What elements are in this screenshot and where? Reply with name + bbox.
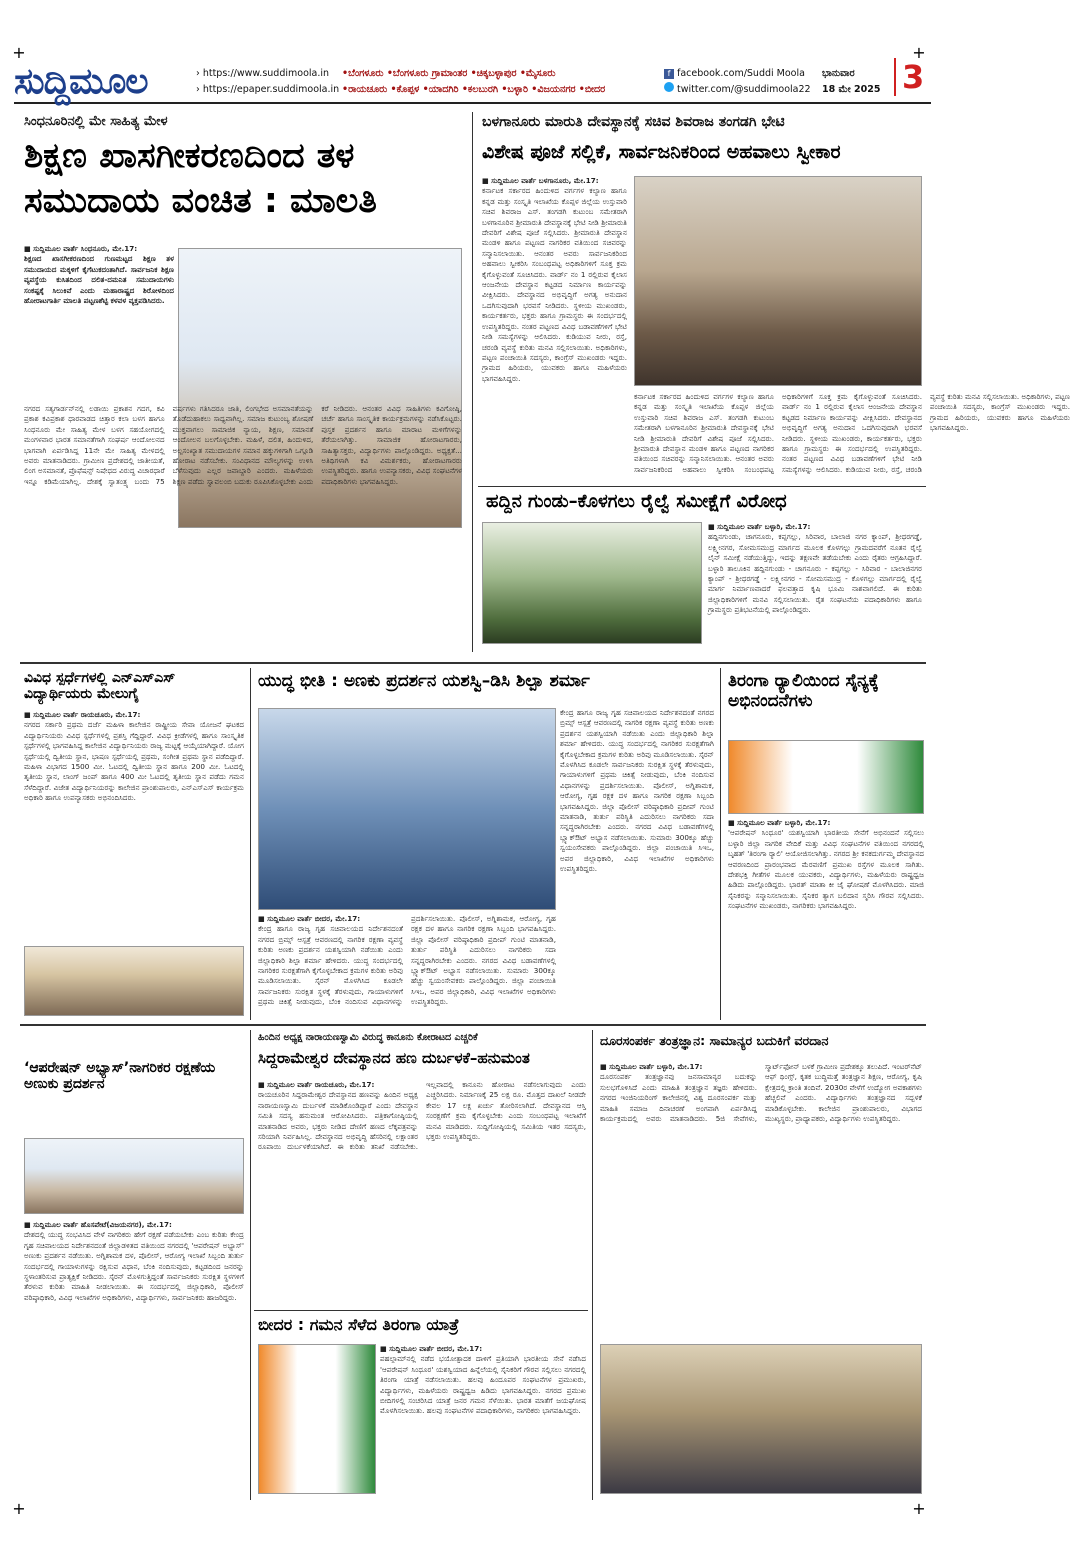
section-divider [478, 486, 926, 487]
rally-photo [728, 740, 924, 814]
column-divider [250, 668, 251, 1020]
facebook-icon: f [664, 69, 674, 79]
article-headline: ಯುದ್ಧ ಭೀತಿ : ಅಣಕು ಪ್ರದರ್ಶನ ಯಶಸ್ವಿ–ಡಿಸಿ ಶಿಲ್ಪಾ ಶರ್ಮಾ [258, 671, 590, 691]
article-body-right: ಕೇಂದ್ರ ಹಾಗೂ ರಾಜ್ಯ ಗೃಹ ಸಚಿವಾಲಯದ ನಿರ್ದೇಶನದಂತೆ ನಗರದ ಬ್ರಿಮ್ಸ್ ಆಸ್ಪತ್ರೆ ಆವರಣದಲ್ಲಿ ನಾಗರಿಕ ರಕ್ಷಣಾ ವ್ಯವಸ್ಥೆ ಕುರಿತು ಅಣಕು ಪ್ರದರ್ಶನ ಯಶಸ್ವಿಯಾಗಿ ನಡೆಯಿತು ಎಂದು ಜಿಲ್ಲಾಧಿಕಾರಿ ಶಿಲ್ಪಾ ಶರ್ಮಾ ಹೇಳಿದರು. ಯುದ್ಧ ಸಂದರ್ಭದಲ್ಲಿ ನಾಗರಿಕರ ಸುರಕ್ಷತೆಗಾಗಿ ಕೈಗೊಳ್ಳಬೇಕಾದ ಕ್ರಮಗಳ ಕುರಿತು ಅರಿವು ಮೂಡಿಸಲಾಯಿತು. ಸೈರನ್ ಮೊಳಗಿಸಿದ ಕೂಡಲೇ ಸಾರ್ವಜನಿಕರು ಸುರಕ್ಷಿತ ಸ್ಥಳಕ್ಕೆ ತೆರಳುವುದು, ಗಾಯಾಳುಗಳಿಗೆ ಪ್ರಥಮ ಚಿಕಿತ್ಸೆ ನೀಡುವುದು, ಬೆಂಕಿ ನಂದಿಸುವ ವಿಧಾನಗಳನ್ನು ಪ್ರದರ್ಶಿಸಲಾಯಿತು. ಪೊಲೀಸ್, ಅಗ್ನಿಶಾಮಕ, ಆರೋಗ್ಯ, ಗೃಹ ರಕ್ಷಕ ದಳ ಹಾಗೂ ನಾಗರಿಕ ರಕ್ಷಣಾ ಸಿಬ್ಬಂದಿ ಭಾಗವಹಿಸಿದ್ದರು. ಜಿಲ್ಲಾ ಪೊಲೀಸ್ ವರಿಷ್ಠಾಧಿಕಾರಿ ಪ್ರದೀಪ್ ಗುಂಟಿ ಮಾತನಾಡಿ, ತುರ್ತು ಪರಿಸ್ಥಿತಿ ಎದುರಿಸಲು ನಾಗರಿಕರು ಸದಾ ಸನ್ನದ್ಧರಾಗಿರಬೇಕು ಎಂದರು. ನಗರದ ವಿವಿಧ ಬಡಾವಣೆಗಳಲ್ಲಿ ಬ್ಲ್ಯಾಕ್‌ಔಟ್ ಅಭ್ಯಾಸ ನಡೆಸಲಾಯಿತು. ಸುಮಾರು 300ಕ್ಕೂ ಹೆಚ್ಚು ಸ್ವಯಂಸೇವಕರು ಪಾಲ್ಗೊಂಡಿದ್ದರು. ಜಿಲ್ಲಾ ಪಂಚಾಯಿತಿ ಸಿಇಒ, ಅಪರ ಜಿಲ್ಲಾಧಿಕಾರಿ, ವಿವಿಧ ಇಲಾಖೆಗಳ ಅಧಿಕಾರಿಗಳು ಉಪಸ್ಥಿತರಿದ್ದರು. [560, 708, 714, 874]
crop-mark-icon: + [12, 43, 26, 62]
nss-photo [24, 946, 244, 1016]
article-kicker: ಹಿಂದಿನ ಅಧ್ಯಕ್ಷ ನಾರಾಯಣಸ್ವಾಮಿ ವಿರುದ್ಧ ಕಾನೂನು ಕೋರಾಟದ ಎಚ್ಚರಿಕೆ [258, 1032, 478, 1043]
masthead [14, 58, 931, 104]
article-lead: ■ ಸುದ್ದಿಮೂಲ ವಾರ್ತೆ ಸಿಂಧನೂರು, ಮೇ.17: ಶಿಕ್ಷಣದ ಖಾಸಗೀಕರಣದಿಂದ ಗುಣಮಟ್ಟದ ಶಿಕ್ಷಣ ತಳ ಸಮುದಾಯದ ಮಕ್ಕಳಿಗೆ ಕೈಗೆಟುಕದಂತಾಗಿದೆ. ಸಾರ್ವಜನಿಕ ಶಿಕ್ಷಣ ವ್ಯವಸ್ಥೆಯ ಕುಸಿತದಿಂದ ದಲಿತ-ದಮನಿತ ಸಮುದಾಯಗಳು ಸಂಕಷ್ಟಕ್ಕೆ ಸಿಲುಕಿವೆ ಎಂದು ಮಹಾರಾಷ್ಟ್ರದ ಶಿರೋಳದಿಂದ ಹೋರಾಟಗಾರ್ತಿ ಮಾಲತಿ ಪಟ್ಟಣಶೆಟ್ಟಿ ಕಳವಳ ವ್ಯಕ್ತಪಡಿಸಿದರು. [24, 244, 174, 306]
mock-drill-photo [258, 708, 556, 910]
article-headline: ‘ಆಪರೇಷನ್ ಅಭ್ಯಾಸ್’ನಾಗರಿಕರ ರಕ್ಷಣೆಯ ಅಣುಕು ಪ್ರದರ್ಶನ [24, 1060, 216, 1093]
newspaper-logo: ಸುದ್ದಿಮೂಲ [14, 60, 148, 102]
article-body: ■ ಸುದ್ದಿಮೂಲ ವಾರ್ತೆ ಹೊಸಪೇಟೆ(ವಿಜಯನಗರ), ಮೇ.17: ದೇಶದಲ್ಲಿ ಯುದ್ಧ ಸಂಭವಿಸಿದ ವೇಳೆ ನಾಗರಿಕರು ಹೇಗೆ ರಕ್ಷಣೆ ಪಡೆಯಬೇಕು ಎಂಬ ಕುರಿತು ಕೇಂದ್ರ ಗೃಹ ಸಚಿವಾಲಯದ ನಿರ್ದೇಶನದಂತೆ ಜಿಲ್ಲಾಡಳಿತದ ವತಿಯಿಂದ ನಗರದಲ್ಲಿ 'ಆಪರೇಷನ್ ಅಭ್ಯಾಸ್' ಅಣುಕು ಪ್ರದರ್ಶನ ನಡೆಯಿತು. ಅಗ್ನಿಶಾಮಕ ದಳ, ಪೊಲೀಸ್, ಆರೋಗ್ಯ ಇಲಾಖೆ ಸಿಬ್ಬಂದಿ ತುರ್ತು ಸಂದರ್ಭದಲ್ಲಿ ಗಾಯಾಳುಗಳನ್ನು ರಕ್ಷಿಸುವ ವಿಧಾನ, ಬೆಂಕಿ ನಂದಿಸುವುದು, ಕಟ್ಟಡದಿಂದ ಜನರನ್ನು ಸ್ಥಳಾಂತರಿಸುವ ಪ್ರಾತ್ಯಕ್ಷಿಕೆ ನೀಡಿದರು. ಸೈರನ್ ಮೊಳಗುತ್ತಿದ್ದಂತೆ ಸಾರ್ವಜನಿಕರು ಸುರಕ್ಷಿತ ಸ್ಥಳಗಳಿಗೆ ತೆರಳುವ ಕುರಿತು ಮಾಹಿತಿ ನೀಡಲಾಯಿತು. ಈ ಸಂದರ್ಭದಲ್ಲಿ ಜಿಲ್ಲಾಧಿಕಾರಿ, ಪೊಲೀಸ್ ವರಿಷ್ಠಾಧಿಕಾರಿ, ವಿವಿಧ ಇಲಾಖೆಗಳ ಅಧಿಕಾರಿಗಳು, ವಿದ್ಯಾರ್ಥಿಗಳು, ಸಾರ್ವಜನಿಕರು ಹಾಜರಿದ್ದರು. [24, 1220, 244, 1302]
article-headline: ದೂರಸಂಪರ್ಕ ತಂತ್ರಜ್ಞಾನ: ಸಾಮಾನ್ಯರ ಬದುಕಿಗೆ ವರದಾನ [600, 1033, 829, 1048]
crop-mark-icon: + [912, 43, 926, 62]
minister-photo [634, 176, 922, 386]
article-headline: ಬೀದರ : ಗಮನ ಸೆಳೆದ ತಿರಂಗಾ ಯಾತ್ರೆ [258, 1315, 459, 1334]
column-divider [720, 668, 721, 1020]
article-body: ■ ಸುದ್ದಿಮೂಲ ವಾರ್ತೆ ಬಳ್ಳಾರಿ, ಮೇ.17: ಹದ್ದಿನಗುಂಡು, ಚಾಗನೂರು, ಕಪ್ಪಗಲ್ಲು, ಸಿರಿವಾರ, ಬಾಲಾಜಿ ನಗರ ಕ್ಯಾಂಪ್, ಶ್ರೀಧರಗಡ್ಡೆ, ಲಕ್ಷ್ಮೀನಗರ, ಸೋಮಸಮುದ್ರ ಮಾರ್ಗದ ಮೂಲಕ ಕೊಳಗಲ್ಲು ಗ್ರಾಮದವರೆಗೆ ನೂತನ ರೈಲ್ವೆ ಲೈನ್ ಸಮೀಕ್ಷೆ ನಡೆಯುತ್ತಿದ್ದು, ಇದನ್ನು ತಕ್ಷಣವೇ ತಡೆಯಬೇಕು ಎಂದು ರೈತರು ಆಗ್ರಹಿಸಿದ್ದಾರೆ. ಬಳ್ಳಾರಿ ತಾಲೂಕಿನ ಹದ್ದಿನಗುಂಡು - ಚಾಗನೂರು - ಕಪ್ಪಗಲ್ಲು - ಸಿರಿವಾರ - ಬಾಲಾಜಿನಗರ ಕ್ಯಾಂಪ್ - ಶ್ರೀಧರಗಡ್ಡೆ - ಲಕ್ಷ್ಮೀನಗರ - ಸೋಮಸಮುದ್ರ - ಕೊಳಗಲ್ಲು ಮಾರ್ಗದಲ್ಲಿ ರೈಲ್ವೆ ಮಾರ್ಗ ನಿರ್ಮಾಣವಾದರೆ ಫಲವತ್ತಾದ ಕೃಷಿ ಭೂಮಿ ನಾಶವಾಗಲಿದೆ. ಈ ಕುರಿತು ಜಿಲ್ಲಾಧಿಕಾರಿಗಳಿಗೆ ಮನವಿ ಸಲ್ಲಿಸಲಾಯಿತು. ರೈತ ಸಂಘಟನೆಯ ಪದಾಧಿಕಾರಿಗಳು ಹಾಗೂ ಗ್ರಾಮಸ್ಥರು ಪ್ರತಿಭಟನೆಯಲ್ಲಿ ಪಾಲ್ಗೊಂಡಿದ್ದರು. [708, 522, 922, 615]
article-body: ■ ಸುದ್ದಿಮೂಲ ವಾರ್ತೆ ಬಳಗಾನೂರು, ಮೇ.17: ಕರ್ನಾಟಕ ಸರ್ಕಾರದ ಹಿಂದುಳಿದ ವರ್ಗಗಳ ಕಲ್ಯಾಣ ಹಾಗೂ ಕನ್ನಡ ಮತ್ತು ಸಂಸ್ಕೃತಿ ಇಲಾಖೆಯ ಕೊಪ್ಪಳ ಜಿಲ್ಲೆಯ ಉಸ್ತುವಾರಿ ಸಚಿವ ಶಿವರಾಜ ಎಸ್. ತಂಗಡಗಿ ಕುಟುಂಬ ಸಮೇತರಾಗಿ ಬಳಗಾನೂರಿನ ಶ್ರೀಮಾರುತಿ ದೇವಸ್ಥಾನಕ್ಕೆ ಭೇಟಿ ನೀಡಿ ಶ್ರೀಮಾರುತಿ ದೇವರಿಗೆ ವಿಶೇಷ ಪೂಜೆ ಸಲ್ಲಿಸಿದರು. ಶ್ರೀಮಾರುತಿ ದೇವಸ್ಥಾನ ಮಂಡಳಿ ಹಾಗೂ ಪಟ್ಟಣದ ನಾಗರಿಕರ ವತಿಯಿಂದ ಸಚಿವರನ್ನು ಸನ್ಮಾನಿಸಲಾಯಿತು. ಆನಂತರ ಅವರು ಸಾರ್ವಜನಿಕರಿಂದ ಅಹವಾಲು ಸ್ವೀಕರಿಸಿ ಸಂಬಂಧಪಟ್ಟ ಅಧಿಕಾರಿಗಳಿಗೆ ಸೂಕ್ತ ಕ್ರಮ ಕೈಗೊಳ್ಳುವಂತೆ ಸೂಚಿಸಿದರು. ವಾರ್ಡ್ ನಂ 1 ರಲ್ಲಿರುವ ಕೈಲಾಸ ಆಂಜನೇಯ ದೇವಸ್ಥಾನ ಕಟ್ಟಡದ ನಿರ್ಮಾಣ ಕಾರ್ಯವನ್ನು ವೀಕ್ಷಿಸಿದರು. ದೇವಸ್ಥಾನದ ಅಭಿವೃದ್ಧಿಗೆ ಅಗತ್ಯ ಅನುದಾನ ಒದಗಿಸುವುದಾಗಿ ಭರವಸೆ ನೀಡಿದರು. ಸ್ಥಳೀಯ ಮುಖಂಡರು, ಕಾರ್ಯಕರ್ತರು, ಭಕ್ತರು ಹಾಗೂ ಗ್ರಾಮಸ್ಥರು ಈ ಸಂದರ್ಭದಲ್ಲಿ ಉಪಸ್ಥಿತರಿದ್ದರು. ನಂತರ ಪಟ್ಟಣದ ವಿವಿಧ ಬಡಾವಣೆಗಳಿಗೆ ಭೇಟಿ ನೀಡಿ ಸಮಸ್ಯೆಗಳನ್ನು ಆಲಿಸಿದರು. ಕುಡಿಯುವ ನೀರು, ರಸ್ತೆ, ಚರಂಡಿ ವ್ಯವಸ್ಥೆ ಕುರಿತು ಮನವಿ ಸಲ್ಲಿಸಲಾಯಿತು. ಅಧಿಕಾರಿಗಳು, ಪಟ್ಟಣ ಪಂಚಾಯಿತಿ ಸದಸ್ಯರು, ಕಾಂಗ್ರೆಸ್ ಮುಖಂಡರು ಇದ್ದರು. ಗ್ರಾಮದ ಹಿರಿಯರು, ಯುವಕರು ಹಾಗೂ ಮಹಿಳೆಯರು ಭಾಗವಹಿಸಿದ್ದರು. [482, 176, 627, 383]
article-tiranga-rally [724, 668, 926, 1020]
column-divider [472, 112, 473, 652]
article-may-sahitya-mela [20, 112, 466, 652]
column-divider [250, 1030, 251, 1500]
article-kicker: ಬಳಗಾನೂರು ಮಾರುತಿ ದೇವಸ್ಥಾನಕ್ಕೆ ಸಚಿವ ಶಿವರಾಜ ತಂಗಡಗಿ ಭೇಟಿ [482, 114, 785, 130]
crop-mark-icon: + [912, 1499, 926, 1518]
article-telecom-technology [596, 1030, 926, 1500]
crop-mark-icon: + [12, 1499, 26, 1518]
article-kicker: ಸಿಂಧನೂರಿನಲ್ಲಿ ಮೇ ಸಾಹಿತ್ಯ ಮೇಳ [24, 114, 168, 129]
article-operation-abhyas [20, 1058, 246, 1498]
protest-photo [482, 522, 702, 644]
article-headline: ಸಿದ್ದರಾಮೇಶ್ವರ ದೇವಸ್ಥಾನದ ಹಣ ದುರ್ಬಳಕೆ–ಹನುಮಂತ [258, 1049, 530, 1067]
article-minister-visit [478, 112, 1070, 484]
section-divider [20, 662, 926, 664]
article-headline: ವಿವಿಧ ಸ್ಪರ್ಧೆಗಳಲ್ಲಿ ಎನ್‌ಎಸ್‌ಎಸ್ ವಿದ್ಯಾರ್ಥಿಯರು ಮೇಲುಗೈ [24, 670, 176, 703]
page-number: 3 [894, 58, 924, 96]
article-temple-funds [254, 1030, 588, 1306]
masthead-links [196, 66, 339, 98]
article-body: ■ ಸುದ್ದಿಮೂಲ ವಾರ್ತೆ ರಾಯಚೂರು, ಮೇ.17: ರಾಯಚೂರಿನ ಸಿದ್ದರಾಮೇಶ್ವರ ದೇವಸ್ಥಾನದ ಹಣವನ್ನು ಹಿಂದಿನ ಅಧ್ಯಕ್ಷ ನಾರಾಯಣಸ್ವಾಮಿ ದುರ್ಬಳಕೆ ಮಾಡಿಕೊಂಡಿದ್ದಾರೆ ಎಂದು ದೇವಸ್ಥಾನ ಸಮಿತಿ ಸದಸ್ಯ ಹನುಮಂತ ಆರೋಪಿಸಿದರು. ಪತ್ರಿಕಾಗೋಷ್ಠಿಯಲ್ಲಿ ಮಾತನಾಡಿದ ಅವರು, ಭಕ್ತರು ನೀಡಿದ ದೇಣಿಗೆ ಹಣದ ಲೆಕ್ಕಪತ್ರವನ್ನು ಸರಿಯಾಗಿ ನಿರ್ವಹಿಸಿಲ್ಲ. ದೇವಸ್ಥಾನದ ಅಭಿವೃದ್ಧಿ ಹೆಸರಿನಲ್ಲಿ ಲಕ್ಷಾಂತರ ರೂಪಾಯಿ ದುರ್ಬಳಕೆಯಾಗಿದೆ. ಈ ಕುರಿತು ತನಿಖೆ ನಡೆಸಬೇಕು. ಇಲ್ಲವಾದಲ್ಲಿ ಕಾನೂನು ಹೋರಾಟ ನಡೆಸಲಾಗುವುದು ಎಂದು ಎಚ್ಚರಿಸಿದರು. ನಿರ್ಮಾಣಕ್ಕೆ 25 ಲಕ್ಷ ರೂ. ಮೊತ್ತದ ದಾಖಲೆ ನೀಡದೇ ಕೇವಲ 17 ಲಕ್ಷ ಖರ್ಚು ತೋರಿಸಲಾಗಿದೆ. ದೇವಸ್ಥಾನದ ಆಸ್ತಿ ಸಂರಕ್ಷಣೆಗೆ ಕ್ರಮ ಕೈಗೊಳ್ಳಬೇಕು ಎಂದು ಸಂಬಂಧಪಟ್ಟ ಇಲಾಖೆಗೆ ಮನವಿ ಮಾಡಿದರು. ಸುದ್ದಿಗೋಷ್ಠಿಯಲ್ಲಿ ಸಮಿತಿಯ ಇತರ ಸದಸ್ಯರು, ಭಕ್ತರು ಉಪಸ್ಥಿತರಿದ್ದರು. [258, 1080, 586, 1152]
section-divider [254, 1310, 588, 1311]
edition-cities [342, 66, 605, 98]
cities-row-2: •ರಾಯಚೂರು •ಕೊಪ್ಪಳ •ಯಾದಗಿರಿ •ಕಲಬುರಗಿ •ಬಳ್ಳಾರಿ •ವಿಜಯನಗರ •ಬೀದರ [342, 84, 606, 95]
article-body: ■ ಸುದ್ದಿಮೂಲ ವಾರ್ತೆ ಬಳ್ಳಾರಿ, ಮೇ.17: ದೂರಸಂಪರ್ಕ ತಂತ್ರಜ್ಞಾನವು ಜನಸಾಮಾನ್ಯರ ಬದುಕನ್ನು ಸುಲಭಗೊಳಿಸಿದೆ ಎಂದು ಮಾಹಿತಿ ತಂತ್ರಜ್ಞಾನ ತಜ್ಞರು ಹೇಳಿದರು. ನಗರದ ಇಂಜಿನಿಯರಿಂಗ್ ಕಾಲೇಜಿನಲ್ಲಿ ವಿಶ್ವ ದೂರಸಂಪರ್ಕ ಮತ್ತು ಮಾಹಿತಿ ಸಮಾಜ ದಿನಾಚರಣೆ ಅಂಗವಾಗಿ ಏರ್ಪಡಿಸಿದ್ದ ಕಾರ್ಯಕ್ರಮದಲ್ಲಿ ಅವರು ಮಾತನಾಡಿದರು. 5ಜಿ ಸೇವೆಗಳು, ಸ್ಮಾರ್ಟ್‌ಫೋನ್ ಬಳಕೆ ಗ್ರಾಮೀಣ ಪ್ರದೇಶಕ್ಕೂ ತಲುಪಿದೆ. ಇಂಟರ್‌ನೆಟ್ ಆಫ್ ಥಿಂಗ್ಸ್, ಕೃತಕ ಬುದ್ಧಿಮತ್ತೆ ತಂತ್ರಜ್ಞಾನ ಶಿಕ್ಷಣ, ಆರೋಗ್ಯ, ಕೃಷಿ ಕ್ಷೇತ್ರದಲ್ಲಿ ಕ್ರಾಂತಿ ತಂದಿವೆ. 2030ರ ವೇಳೆಗೆ ಉದ್ಯೋಗ ಅವಕಾಶಗಳು ಹೆಚ್ಚಲಿವೆ ಎಂದರು. ವಿದ್ಯಾರ್ಥಿಗಳು ತಂತ್ರಜ್ಞಾನದ ಸದ್ಬಳಕೆ ಮಾಡಿಕೊಳ್ಳಬೇಕು. ಕಾಲೇಜಿನ ಪ್ರಾಂಶುಪಾಲರು, ವಿಭಾಗದ ಮುಖ್ಯಸ್ಥರು, ಪ್ರಾಧ್ಯಾಪಕರು, ವಿದ್ಯಾರ್ಥಿಗಳು ಉಪಸ್ಥಿತರಿದ್ದರು. [600, 1062, 922, 1124]
article-headline: ಹದ್ದಿನ ಗುಂಡು–ಕೊಳಗಲು ರೈಲ್ವೆ ಸಮೀಕ್ಷೆಗೆ ವಿರೋಧ [486, 491, 787, 512]
article-body-cont: ಕರ್ನಾಟಕ ಸರ್ಕಾರದ ಹಿಂದುಳಿದ ವರ್ಗಗಳ ಕಲ್ಯಾಣ ಹಾಗೂ ಕನ್ನಡ ಮತ್ತು ಸಂಸ್ಕೃತಿ ಇಲಾಖೆಯ ಕೊಪ್ಪಳ ಜಿಲ್ಲೆಯ ಉಸ್ತುವಾರಿ ಸಚಿವ ಶಿವರಾಜ ಎಸ್. ತಂಗಡಗಿ ಕುಟುಂಬ ಸಮೇತರಾಗಿ ಬಳಗಾನೂರಿನ ಶ್ರೀಮಾರುತಿ ದೇವಸ್ಥಾನಕ್ಕೆ ಭೇಟಿ ನೀಡಿ ಶ್ರೀಮಾರುತಿ ದೇವರಿಗೆ ವಿಶೇಷ ಪೂಜೆ ಸಲ್ಲಿಸಿದರು. ಶ್ರೀಮಾರುತಿ ದೇವಸ್ಥಾನ ಮಂಡಳಿ ಹಾಗೂ ಪಟ್ಟಣದ ನಾಗರಿಕರ ವತಿಯಿಂದ ಸಚಿವರನ್ನು ಸನ್ಮಾನಿಸಲಾಯಿತು. ಆನಂತರ ಅವರು ಸಾರ್ವಜನಿಕರಿಂದ ಅಹವಾಲು ಸ್ವೀಕರಿಸಿ ಸಂಬಂಧಪಟ್ಟ ಅಧಿಕಾರಿಗಳಿಗೆ ಸೂಕ್ತ ಕ್ರಮ ಕೈಗೊಳ್ಳುವಂತೆ ಸೂಚಿಸಿದರು. ವಾರ್ಡ್ ನಂ 1 ರಲ್ಲಿರುವ ಕೈಲಾಸ ಆಂಜನೇಯ ದೇವಸ್ಥಾನ ಕಟ್ಟಡದ ನಿರ್ಮಾಣ ಕಾರ್ಯವನ್ನು ವೀಕ್ಷಿಸಿದರು. ದೇವಸ್ಥಾನದ ಅಭಿವೃದ್ಧಿಗೆ ಅಗತ್ಯ ಅನುದಾನ ಒದಗಿಸುವುದಾಗಿ ಭರವಸೆ ನೀಡಿದರು. ಸ್ಥಳೀಯ ಮುಖಂಡರು, ಕಾರ್ಯಕರ್ತರು, ಭಕ್ತರು ಹಾಗೂ ಗ್ರಾಮಸ್ಥರು ಈ ಸಂದರ್ಭದಲ್ಲಿ ಉಪಸ್ಥಿತರಿದ್ದರು. ನಂತರ ಪಟ್ಟಣದ ವಿವಿಧ ಬಡಾವಣೆಗಳಿಗೆ ಭೇಟಿ ನೀಡಿ ಸಮಸ್ಯೆಗಳನ್ನು ಆಲಿಸಿದರು. ಕುಡಿಯುವ ನೀರು, ರಸ್ತೆ, ಚರಂಡಿ ವ್ಯವಸ್ಥೆ ಕುರಿತು ಮನವಿ ಸಲ್ಲಿಸಲಾಯಿತು. ಅಧಿಕಾರಿಗಳು, ಪಟ್ಟಣ ಪಂಚಾಯಿತಿ ಸದಸ್ಯರು, ಕಾಂಗ್ರೆಸ್ ಮುಖಂಡರು ಇದ್ದರು. ಗ್ರಾಮದ ಹಿರಿಯರು, ಯುವಕರು ಹಾಗೂ ಮಹಿಳೆಯರು ಭಾಗವಹಿಸಿದ್ದರು. [634, 392, 1070, 474]
article-headline: ಶಿಕ್ಷಣ ಖಾಸಗೀಕರಣದಿಂದ ತಳ ಸಮುದಾಯ ವಂಚಿತ : ಮಾಲತಿ [24, 136, 377, 221]
column-divider [592, 1030, 593, 1500]
twitter-icon [664, 82, 674, 92]
section-divider [20, 1024, 926, 1026]
twitter-link[interactable]: twitter.com/@suddimoola22 [664, 82, 811, 98]
seminar-photo [600, 1344, 922, 1494]
issue-date-text: 18 ಮೇ 2025 [822, 84, 881, 95]
article-body: ನಗರದ ಸತ್ಯಗಾರ್ಡನ್‌ನಲ್ಲಿ ಲಡಾಯಿ ಪ್ರಕಾಶನ ಗದಗ, ಕವಿ ಪ್ರಕಾಶ ಕವಿಪ್ರಕಾಶ ಧಾರವಾಡದ ಚಿತ್ತಾರ ಕಲಾ ಬಳಗ ಹಾಗೂ ಸಿಂಧನೂರು ಮೇ ಸಾಹಿತ್ಯ ಮೇಳ ಬಳಗ ಸಹಯೋಗದಲ್ಲಿ ಮಂಗಳವಾರ ಭಾರತ ಸಮಾನತೆಗಾಗಿ ಸಂಘರ್ಷ ಆಂದೋಲನದ ಭಾಗವಾಗಿ ಏರ್ಪಡಿಸಿದ್ದ 11ನೇ ಮೇ ಸಾಹಿತ್ಯ ಮೇಳದಲ್ಲಿ ಅವರು ಮಾತನಾಡಿದರು. ಗ್ರಾಮೀಣ ಪ್ರದೇಶದಲ್ಲಿ ಜಾತೀಯತೆ, ಲಿಂಗ ಅಸಮಾನತೆ, ಪ್ರೊಫೆಷನ್ಸ್ ನಿಷೇಧದ ವಿರುದ್ಧ ವಿಚಾರಧಾರೆ ಇನ್ನೂ ಕಡಿಮೆಯಾಗಿಲ್ಲ. ದೇಶಕ್ಕೆ ಸ್ವಾತಂತ್ರ್ಯ ಬಂದು 75 ವರ್ಷಗಳು ಗತಿಸಿದರೂ ಜಾತಿ, ಲಿಂಗಭೇದ ಅಸಮಾನತೆಯನ್ನು ತೊಡೆದುಹಾಕಲು ಸಾಧ್ಯವಾಗಿಲ್ಲ. ಸಮಾಜ ಕುಟುಂಬ್ಯ ಶೋಷಣೆ ಮುಕ್ತವಾಗಲು ಸಾಮಾಜಿಕ ನ್ಯಾಯ, ಶಿಕ್ಷಣ, ಸಮಾನತೆ ಆಂದೋಲನ ಬಲಗೊಳ್ಳಬೇಕು. ಮಹಿಳೆ, ದಲಿತ, ಹಿಂದುಳಿದ, ಅಲ್ಪಸಂಖ್ಯಾತ ಸಮುದಾಯಗಳ ಸಮಾನ ಹಕ್ಕುಗಳಿಗಾಗಿ ಒಗ್ಗೂಡಿ ಹೋರಾಟ ನಡೆಸಬೇಕು. ಸಂವಿಧಾನದ ಮೌಲ್ಯಗಳನ್ನು ಉಳಿಸಿ ಬೆಳೆಸುವುದು ಎಲ್ಲರ ಜವಾಬ್ದಾರಿ ಎಂದರು. ಮಹಿಳೆಯರು ಶಿಕ್ಷಣ ಪಡೆದು ಸ್ವಾವಲಂಬಿ ಬದುಕು ರೂಪಿಸಿಕೊಳ್ಳಬೇಕು ಎಂದು ಕರೆ ನೀಡಿದರು. ಆನಂತರ ವಿವಿಧ ಸಾಹಿತಿಗಳು ಕವಿಗೋಷ್ಠಿ, ಚರ್ಚೆ ಹಾಗೂ ಸಾಂಸ್ಕೃತಿಕ ಕಾರ್ಯಕ್ರಮಗಳನ್ನು ನಡೆಸಿಕೊಟ್ಟರು. ಪುಸ್ತಕ ಪ್ರದರ್ಶನ ಹಾಗೂ ಮಾರಾಟ ಮಳಿಗೆಗಳನ್ನು ತೆರೆಯಲಾಗಿತ್ತು. ಸಾಮಾಜಿಕ ಹೋರಾಟಗಾರರು, ಸಾಹಿತ್ಯಾಸಕ್ತರು, ವಿದ್ಯಾರ್ಥಿಗಳು ಪಾಲ್ಗೊಂಡಿದ್ದರು. ಅಧ್ಯಕ್ಷತೆ... ಅತಿಥಿಗಳಾಗಿ ಕವಿ ವಿಮರ್ಶಕರು, ಹೋರಾಟಗಾರರು ಉಪಸ್ಥಿತರಿದ್ದರು. ಹಾಗೂ ಉಪನ್ಯಾಸಕರು, ವಿವಿಧ ಸಂಘಟನೆಗಳ ಪದಾಧಿಕಾರಿಗಳು ಭಾಗವಹಿಸಿದ್ದರು. [24, 404, 462, 486]
cities-row-1: •ಬೆಂಗಳೂರು •ಬೆಂಗಳೂರು ಗ್ರಾಮಾಂತರ •ಚಿಕ್ಕಬಳ್ಳಾಪುರ •ಮೈಸೂರು [342, 68, 556, 79]
article-body: ■ ಸುದ್ದಿಮೂಲ ವಾರ್ತೆ ಬೀದರ, ಮೇ.17: ಪಹಲ್ಗಾಮ್‌ನಲ್ಲಿ ನಡೆದ ಭಯೋತ್ಪಾದಕ ದಾಳಿಗೆ ಪ್ರತಿಯಾಗಿ ಭಾರತೀಯ ಸೇನೆ ನಡೆಸಿದ 'ಆಪರೇಷನ್ ಸಿಂಧೂರ' ಯಶಸ್ವಿಯಾದ ಹಿನ್ನೆಲೆಯಲ್ಲಿ ಸೈನಿಕರಿಗೆ ಗೌರವ ಸಲ್ಲಿಸಲು ನಗರದಲ್ಲಿ ತಿರಂಗಾ ಯಾತ್ರೆ ನಡೆಸಲಾಯಿತು. ಹಲವು ಹಿಂದೂಪರ ಸಂಘಟನೆಗಳ ಪ್ರಮುಖರು, ವಿದ್ಯಾರ್ಥಿಗಳು, ಮಹಿಳೆಯರು ರಾಷ್ಟ್ರಧ್ವಜ ಹಿಡಿದು ಭಾಗವಹಿಸಿದ್ದರು. ನಗರದ ಪ್ರಮುಖ ಬೀದಿಗಳಲ್ಲಿ ಸಂಚರಿಸಿದ ಯಾತ್ರೆ ಜನರ ಗಮನ ಸೆಳೆಯಿತು. ಭಾರತ ಮಾತೆಗೆ ಜಯಘೋಷ ಮೊಳಗಿಸಲಾಯಿತು. ಹಲವು ಸಂಘಟನೆಗಳ ಪದಾಧಿಕಾರಿಗಳು, ನಾಗರಿಕರು ಭಾಗವಹಿಸಿದ್ದರು. [380, 1344, 586, 1416]
website-link[interactable]: › https://www.suddimoola.in [196, 68, 330, 79]
article-headline: ವಿಶೇಷ ಪೂಜೆ ಸಲ್ಲಿಕೆ, ಸಾರ್ವಜನಿಕರಿಂದ ಅಹವಾಲು ಸ್ವೀಕಾರ [482, 141, 841, 163]
social-links [664, 66, 811, 98]
article-body: ■ ಸುದ್ದಿಮೂಲ ವಾರ್ತೆ ಬೀದರ, ಮೇ.17: ಕೇಂದ್ರ ಹಾಗೂ ರಾಜ್ಯ ಗೃಹ ಸಚಿವಾಲಯದ ನಿರ್ದೇಶನದಂತೆ ನಗರದ ಬ್ರಿಮ್ಸ್ ಆಸ್ಪತ್ರೆ ಆವರಣದಲ್ಲಿ ನಾಗರಿಕ ರಕ್ಷಣಾ ವ್ಯವಸ್ಥೆ ಕುರಿತು ಅಣಕು ಪ್ರದರ್ಶನ ಯಶಸ್ವಿಯಾಗಿ ನಡೆಯಿತು ಎಂದು ಜಿಲ್ಲಾಧಿಕಾರಿ ಶಿಲ್ಪಾ ಶರ್ಮಾ ಹೇಳಿದರು. ಯುದ್ಧ ಸಂದರ್ಭದಲ್ಲಿ ನಾಗರಿಕರ ಸುರಕ್ಷತೆಗಾಗಿ ಕೈಗೊಳ್ಳಬೇಕಾದ ಕ್ರಮಗಳ ಕುರಿತು ಅರಿವು ಮೂಡಿಸಲಾಯಿತು. ಸೈರನ್ ಮೊಳಗಿಸಿದ ಕೂಡಲೇ ಸಾರ್ವಜನಿಕರು ಸುರಕ್ಷಿತ ಸ್ಥಳಕ್ಕೆ ತೆರಳುವುದು, ಗಾಯಾಳುಗಳಿಗೆ ಪ್ರಥಮ ಚಿಕಿತ್ಸೆ ನೀಡುವುದು, ಬೆಂಕಿ ನಂದಿಸುವ ವಿಧಾನಗಳನ್ನು ಪ್ರದರ್ಶಿಸಲಾಯಿತು. ಪೊಲೀಸ್, ಅಗ್ನಿಶಾಮಕ, ಆರೋಗ್ಯ, ಗೃಹ ರಕ್ಷಕ ದಳ ಹಾಗೂ ನಾಗರಿಕ ರಕ್ಷಣಾ ಸಿಬ್ಬಂದಿ ಭಾಗವಹಿಸಿದ್ದರು. ಜಿಲ್ಲಾ ಪೊಲೀಸ್ ವರಿಷ್ಠಾಧಿಕಾರಿ ಪ್ರದೀಪ್ ಗುಂಟಿ ಮಾತನಾಡಿ, ತುರ್ತು ಪರಿಸ್ಥಿತಿ ಎದುರಿಸಲು ನಾಗರಿಕರು ಸದಾ ಸನ್ನದ್ಧರಾಗಿರಬೇಕು ಎಂದರು. ನಗರದ ವಿವಿಧ ಬಡಾವಣೆಗಳಲ್ಲಿ ಬ್ಲ್ಯಾಕ್‌ಔಟ್ ಅಭ್ಯಾಸ ನಡೆಸಲಾಯಿತು. ಸುಮಾರು 300ಕ್ಕೂ ಹೆಚ್ಚು ಸ್ವಯಂಸೇವಕರು ಪಾಲ್ಗೊಂಡಿದ್ದರು. ಜಿಲ್ಲಾ ಪಂಚಾಯಿತಿ ಸಿಇಒ, ಅಪರ ಜಿಲ್ಲಾಧಿಕಾರಿ, ವಿವಿಧ ಇಲಾಖೆಗಳ ಅಧಿಕಾರಿಗಳು ಉಪಸ್ಥಿತರಿದ್ದರು. [258, 914, 556, 1007]
article-bidar-tiranga [254, 1314, 588, 1500]
article-mock-drill [254, 668, 716, 1020]
issue-day: ಭಾನುವಾರ [822, 68, 855, 79]
article-body: ■ ಸುದ್ದಿಮೂಲ ವಾರ್ತೆ ಬಳ್ಳಾರಿ, ಮೇ.17: 'ಆಪರೇಷನ್ ಸಿಂಧೂರ' ಯಶಸ್ವಿಯಾಗಿ ಭಾರತೀಯ ಸೇನೆಗೆ ಅಭಿನಂದನೆ ಸಲ್ಲಿಸಲು ಬಳ್ಳಾರಿ ಜಿಲ್ಲಾ ನಾಗರಿಕ ವೇದಿಕೆ ಮತ್ತು ವಿವಿಧ ಸಂಘಟನೆಗಳ ವತಿಯಿಂದ ನಗರದಲ್ಲಿ ಬೃಹತ್ 'ತಿರಂಗಾ ರ್‍ಯಾಲಿ' ಆಯೋಜಿಸಲಾಗಿತ್ತು. ನಗರದ ಶ್ರೀ ಕನಕದುರ್ಗಮ್ಮ ದೇವಸ್ಥಾನದ ಆವರಣದಿಂದ ಪ್ರಾರಂಭವಾದ ಮೆರವಣಿಗೆ ಪ್ರಮುಖ ರಸ್ತೆಗಳ ಮೂಲಕ ಸಾಗಿತು. ದೇಶಭಕ್ತಿ ಗೀತೆಗಳ ಮೂಲಕ ಯುವಕರು, ವಿದ್ಯಾರ್ಥಿಗಳು, ಮಹಿಳೆಯರು ರಾಷ್ಟ್ರಧ್ವಜ ಹಿಡಿದು ಪಾಲ್ಗೊಂಡಿದ್ದರು. ಭಾರತ್ ಮಾತಾ ಕೀ ಜೈ ಘೋಷಣೆ ಮೊಳಗಿಸಿದರು. ಮಾಜಿ ಸೈನಿಕರನ್ನು ಸನ್ಮಾನಿಸಲಾಯಿತು. ಸೈನಿಕರ ತ್ಯಾಗ ಬಲಿದಾನ ಸ್ಮರಿಸಿ ಗೌರವ ಸಲ್ಲಿಸಿದರು. ಸಂಘಟನೆಗಳ ಮುಖಂಡರು, ನಾಗರಿಕರು ಭಾಗವಹಿಸಿದ್ದರು. [728, 818, 924, 911]
yatra-photo [258, 1344, 376, 1494]
article-railway-survey [478, 490, 926, 652]
facebook-link[interactable]: f facebook.com/Suddi Moola [664, 66, 811, 82]
drill-photo [24, 1138, 244, 1214]
article-nss-students [20, 668, 246, 1020]
epaper-link[interactable]: › https://epaper.suddimoola.in [196, 84, 340, 95]
article-headline: ತಿರಂಗಾ ರ್‍ಯಾಲಿಯಿಂದ ಸೈನ್ಯಕ್ಕೆ ಅಭಿನಂದನೆಗಳು [728, 671, 879, 711]
issue-date [822, 66, 880, 98]
article-body: ■ ಸುದ್ದಿಮೂಲ ವಾರ್ತೆ ರಾಯಚೂರು, ಮೇ.17: ನಗರದ ಸರ್ಕಾರಿ ಪ್ರಥಮ ದರ್ಜೆ ಮಹಿಳಾ ಕಾಲೇಜಿನ ರಾಷ್ಟ್ರೀಯ ಸೇವಾ ಯೋಜನೆ ಘಟಕದ ವಿದ್ಯಾರ್ಥಿನಿಯರು ವಿವಿಧ ಸ್ಪರ್ಧೆಗಳಲ್ಲಿ ಪ್ರಶಸ್ತಿ ಗೆದ್ದಿದ್ದಾರೆ. ವಿವಿಧ ಕ್ರೀಡೆಗಳಲ್ಲಿ ಹಾಗೂ ಸಾಂಸ್ಕೃತಿಕ ಸ್ಪರ್ಧೆಗಳಲ್ಲಿ ಭಾಗವಹಿಸಿದ್ದ ಕಾಲೇಜಿನ ವಿದ್ಯಾರ್ಥಿನಿಯರು ರಾಜ್ಯ ಮಟ್ಟಕ್ಕೆ ಆಯ್ಕೆಯಾಗಿದ್ದಾರೆ. ಯೋಗ ಸ್ಪರ್ಧೆಯಲ್ಲಿ ದ್ವಿತೀಯ ಸ್ಥಾನ, ಭಾಷಣ ಸ್ಪರ್ಧೆಯಲ್ಲಿ ಪ್ರಥಮ, ಸಂಗೀತ ಪ್ರಥಮ ಸ್ಥಾನ ಪಡೆದಿದ್ದಾರೆ. ಮಹಿಳಾ ವಿಭಾಗದ 1500 ಮೀ. ಓಟದಲ್ಲಿ ದ್ವಿತೀಯ ಸ್ಥಾನ ಹಾಗೂ 200 ಮೀ. ಓಟದಲ್ಲಿ ತೃತೀಯ ಸ್ಥಾನ, ಲಾಂಗ್ ಜಂಪ್ ಹಾಗೂ 400 ಮೀ ಓಟದಲ್ಲಿ ತೃತೀಯ ಸ್ಥಾನ ಪಡೆದು ಗಮನ ಸೆಳೆದಿದ್ದಾರೆ. ವಿಜೇತ ವಿದ್ಯಾರ್ಥಿನಿಯರನ್ನು ಕಾಲೇಜಿನ ಪ್ರಾಂಶುಪಾಲರು, ಎನ್‌ಎಸ್‌ಎಸ್ ಕಾರ್ಯಕ್ರಮ ಅಧಿಕಾರಿ ಹಾಗೂ ಉಪನ್ಯಾಸಕರು ಅಭಿನಂದಿಸಿದರು. [24, 710, 244, 803]
